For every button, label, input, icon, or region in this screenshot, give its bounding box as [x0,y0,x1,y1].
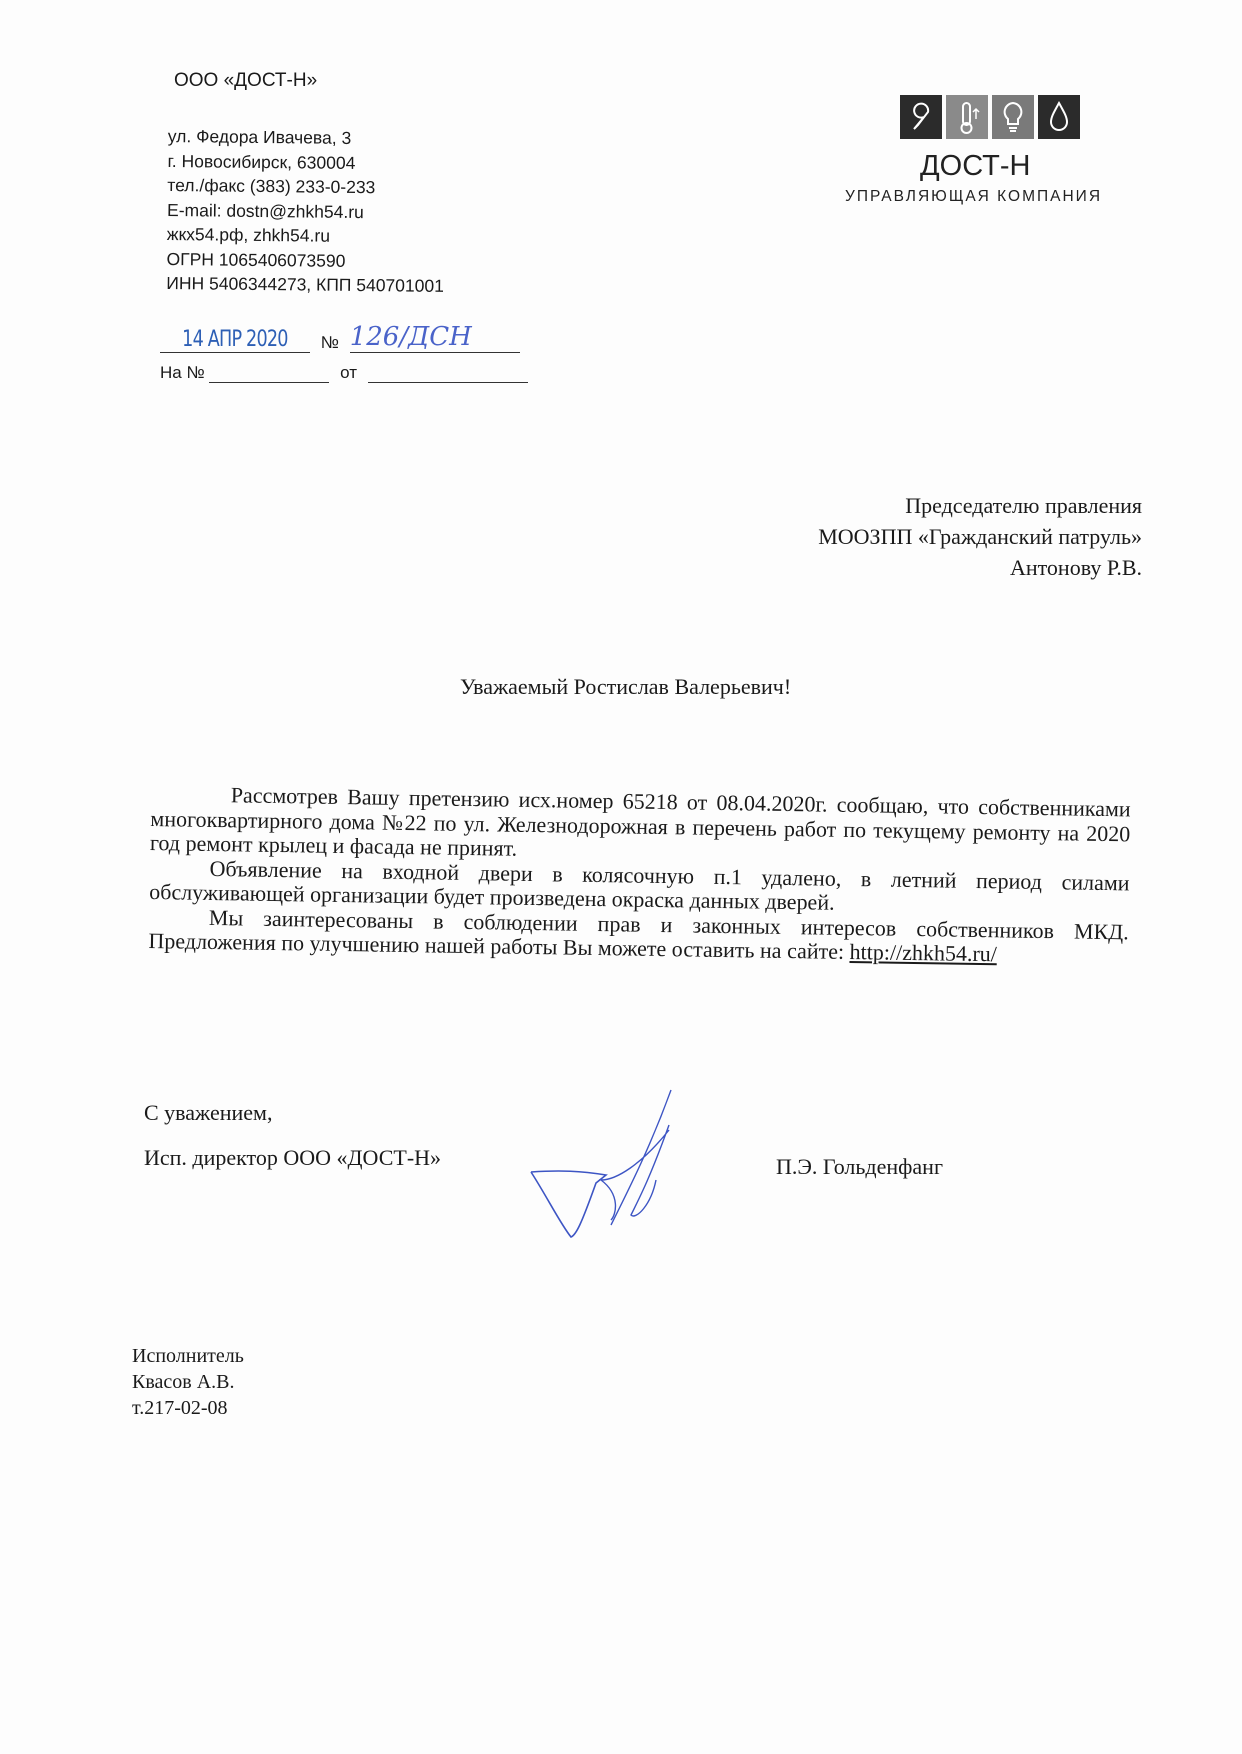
reply-reference-row [160,363,528,383]
addressee-block [818,490,1142,583]
water-drop-icon [1038,95,1080,139]
addressee-organization: МООЗПП «Гражданский патруль» [818,524,1142,549]
thermometer-icon [946,95,988,139]
executor-block [132,1343,244,1421]
website-line: жкх54.рф, zhkh54.ru [166,223,331,246]
email-line: E-mail: dostn@zhkh54.ru [166,199,364,222]
signer-position: Исп. директор ООО «ДОСТ-Н» [144,1145,442,1170]
website-link[interactable]: http://zhkh54.ru/ [849,938,998,967]
number-label: № [320,333,339,352]
reply-date-label: от [340,363,358,382]
reply-number-label: На № [160,363,205,382]
wrench-icon [900,95,942,139]
body-paragraph: Рассмотрев Вашу претензию исх.номер 65218 от 08.04.2020г. сообщаю, что собственниками многоквартирного дома №22 по ул. Железнодорожная в перечень работ по текущему ремонту на 2020 год ремонт крылец и фасада не принят. [149,782,1131,861]
signer-name: П.Э. Гольденфанг [776,1154,943,1179]
address-line: г. Новосибирск, 630004 [167,150,356,173]
handwritten-number: 126/ДСН [349,322,472,352]
executor-name: Квасов А.В. [132,1371,235,1393]
inn-kpp-line: ИНН 5406344273, КПП 540701001 [166,272,445,296]
executor-phone: т.217-02-08 [132,1397,228,1419]
closing-block [144,1090,441,1180]
company-address-block [166,124,445,298]
logo-subtitle: УПРАВЛЯЮЩАЯ КОМПАНИЯ [845,188,1103,205]
body-paragraph: Мы заинтересованы в соблюдении прав и законных интересов собственников МКД. Предложения по улучшению нашей работы Вы можете оставить на сайте: http://zhkh54.ru/ [148,904,1129,967]
company-name: ООО «ДОСТ-Н» [174,70,318,91]
executor-label: Исполнитель [132,1345,244,1367]
outgoing-number-row [160,322,528,353]
company-logo [900,95,1084,139]
salutation: Уважаемый Ростислав Валерьевич! [460,674,792,699]
date-stamp: 14 АПР 2020 [182,327,288,352]
regards-text: С уважением, [144,1100,273,1125]
letter-body [148,782,1131,969]
addressee-name: Антонову Р.В. [1009,555,1142,580]
registration-block [160,322,528,383]
ogrn-line: ОГРН 1065406073590 [166,248,346,271]
address-line: ул. Федора Ивачева, 3 [167,125,352,148]
phone-line: тел./факс (383) 233-0-233 [167,174,376,198]
logo-company-name: ДОСТ-Н [920,150,1031,182]
addressee-title: Председателю правления [905,493,1142,518]
body-paragraph: Объявление на входной двери в колясочную п.1 удалено, в летний период силами обслуживающей организации будет произведена окраска данных дверей. [149,855,1130,915]
lightbulb-icon [992,95,1034,139]
signature [521,1085,691,1250]
